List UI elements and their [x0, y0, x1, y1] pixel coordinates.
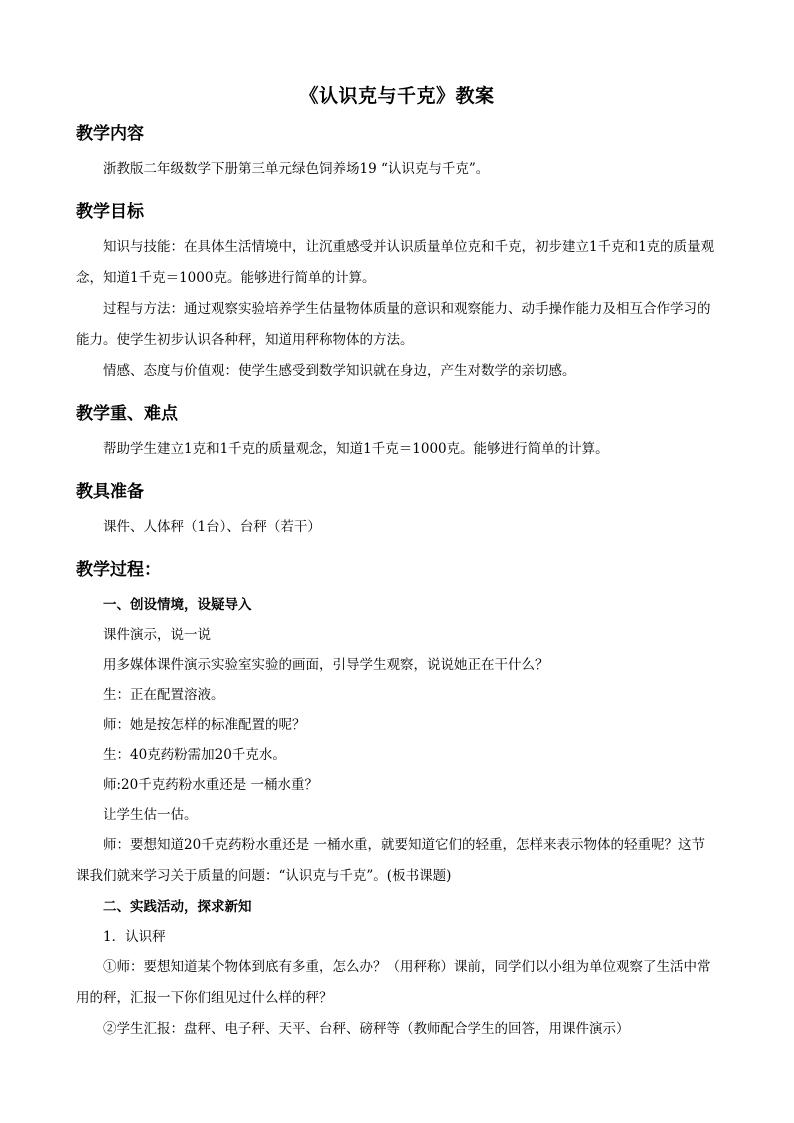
tools-paragraph: 课件、人体秤（1台）、台秤（若干） [103, 519, 321, 535]
process-part1-heading: 一、创设情境，设疑导入 [103, 597, 252, 613]
process-line: 生：40克药粉需加20千克水。 [103, 747, 286, 763]
goals-paragraph-knowledge: 知识与技能：在具体生活情境中，让沉重感受并认识质量单位克和千克，初步建立1千克和1克的质量观念，知道1千克＝1000克。能够进行简单的计算。 [76, 239, 715, 286]
process-line: 师：她是按怎样的标准配置的呢？ [103, 717, 306, 733]
process-line: 让学生估一估。 [103, 807, 198, 823]
process-line: 1．认识秤 [103, 929, 166, 945]
process-line: ①师：要想知道某个物体到底有多重，怎么办？（用秤称）课前，同学们以小组为单位观察了生活中常用的秤，汇报一下你们组见过什么样的秤？ [76, 959, 711, 1006]
process-line: 用多媒体课件演示实验室实验的画面，引导学生观察，说说她正在干什么？ [103, 657, 549, 673]
process-part2-heading: 二、实践活动，探求新知 [103, 899, 252, 915]
keypoints-paragraph: 帮助学生建立1克和1千克的质量观念，知道1千克＝1000克。能够进行简单的计算。 [103, 441, 609, 457]
process-line: 生：正在配置溶液。 [103, 687, 225, 703]
process-line: 师:20千克药粉水重还是 一桶水重？ [103, 777, 319, 793]
content-paragraph: 浙教版二年级数学下册第三单元绿色饲养场19 “认识克与千克”。 [103, 161, 490, 177]
process-line: 师：要想知道20千克药粉水重还是 一桶水重，就要知道它们的轻重，怎样来表示物体的轻重呢？这节课我们就来学习关于质量的问题：“认识克与千克”。(板书课题) [76, 837, 705, 884]
process-line: 课件演示，说一说 [103, 627, 211, 643]
goals-paragraph-attitude: 情感、态度与价值观：使学生感受到数学知识就在身边，产生对数学的亲切感。 [103, 363, 576, 379]
document-title: 《认识克与千克》教案 [299, 85, 495, 107]
goals-paragraph-process: 过程与方法：通过观察实验培养学生估量物体质量的意识和观察能力、动手操作能力及相互合作学习的能力。使学生初步认识各种秤，知道用秤称物体的方法。 [76, 301, 711, 348]
section-heading-tools: 教具准备 [76, 482, 144, 502]
section-heading-keypoints: 教学重、难点 [76, 404, 178, 424]
section-heading-process: 教学过程： [76, 560, 161, 580]
section-heading-goals: 教学目标 [76, 202, 144, 222]
process-line: ②学生汇报：盘秤、电子秤、天平、台秤、磅秤等（教师配合学生的回答，用课件演示） [103, 1021, 630, 1037]
section-heading-content: 教学内容 [76, 124, 144, 144]
